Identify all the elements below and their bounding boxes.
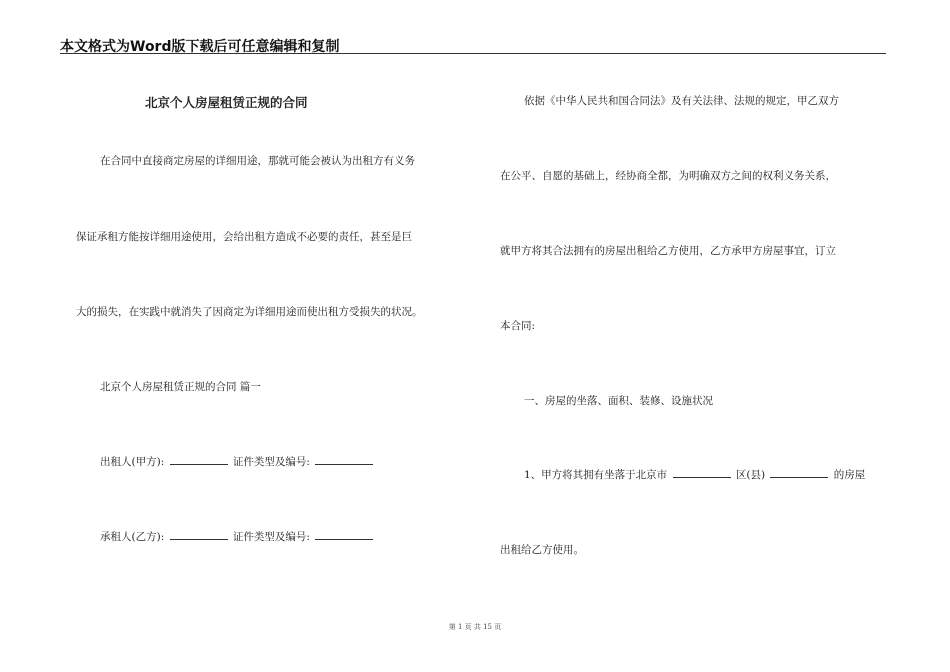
left-paragraph-line-3: 大的损失，在实践中就消失了因商定为详细用途而使出租方受损失的状况。 — [76, 306, 423, 318]
right-paragraph-line-3: 就甲方将其合法拥有的房屋出租给乙方使用，乙方承甲方房屋事宜，订立 — [500, 245, 836, 257]
right-paragraph-line-2: 在公平、自愿的基础上，经协商全都，为明确双方之间的权利义务关系， — [500, 170, 836, 182]
left-paragraph-line-2: 保证承租方能按详细用途使用，会给出租方造成不必要的责任，甚至是巨 — [76, 231, 412, 243]
document-header: 本文格式为Word版下载后可任意编辑和复制 — [60, 39, 340, 55]
right-paragraph-line-4: 本合同: — [500, 320, 536, 332]
lessor-line — [100, 455, 375, 469]
right-paragraph-line-1: 依据《中华人民共和国合同法》及有关法律、法规的规定，甲乙双方 — [524, 95, 839, 107]
page-footer: 第 1 页 共 15 页 — [448, 623, 502, 631]
lessee-id-blank[interactable] — [315, 530, 373, 540]
header-divider — [60, 53, 886, 54]
address-blank[interactable] — [770, 468, 828, 478]
section-heading-1: 一、房屋的坐落、面积、装修、设施状况 — [524, 395, 713, 407]
lessor-id-blank[interactable] — [315, 455, 373, 465]
lessor-label: 出租人(甲方): — [100, 456, 165, 468]
item-1-line — [524, 468, 865, 482]
city-district-blank[interactable] — [673, 468, 731, 478]
item-1-line-2: 出租给乙方使用。 — [500, 544, 584, 556]
lessee-line — [100, 530, 375, 544]
lessee-name-blank[interactable] — [170, 530, 228, 540]
contract-subtitle: 北京个人房屋租赁正规的合同 篇一 — [100, 381, 261, 393]
left-paragraph-line-1: 在合同中直接商定房屋的详细用途，那就可能会被认为出租方有义务 — [100, 155, 415, 167]
lessor-id-label: 证件类型及编号: — [232, 456, 310, 468]
lessee-id-label: 证件类型及编号: — [232, 531, 310, 543]
lessor-name-blank[interactable] — [170, 455, 228, 465]
item-1-text-c: 的房屋 — [833, 469, 866, 481]
lessee-label: 承租人(乙方): — [100, 531, 165, 543]
item-1-text-b: 区(县) — [735, 469, 766, 481]
document-title: 北京个人房屋租赁正规的合同 — [145, 95, 308, 110]
item-1-text-a: 1、甲方将其拥有坐落于北京市 — [524, 469, 668, 481]
